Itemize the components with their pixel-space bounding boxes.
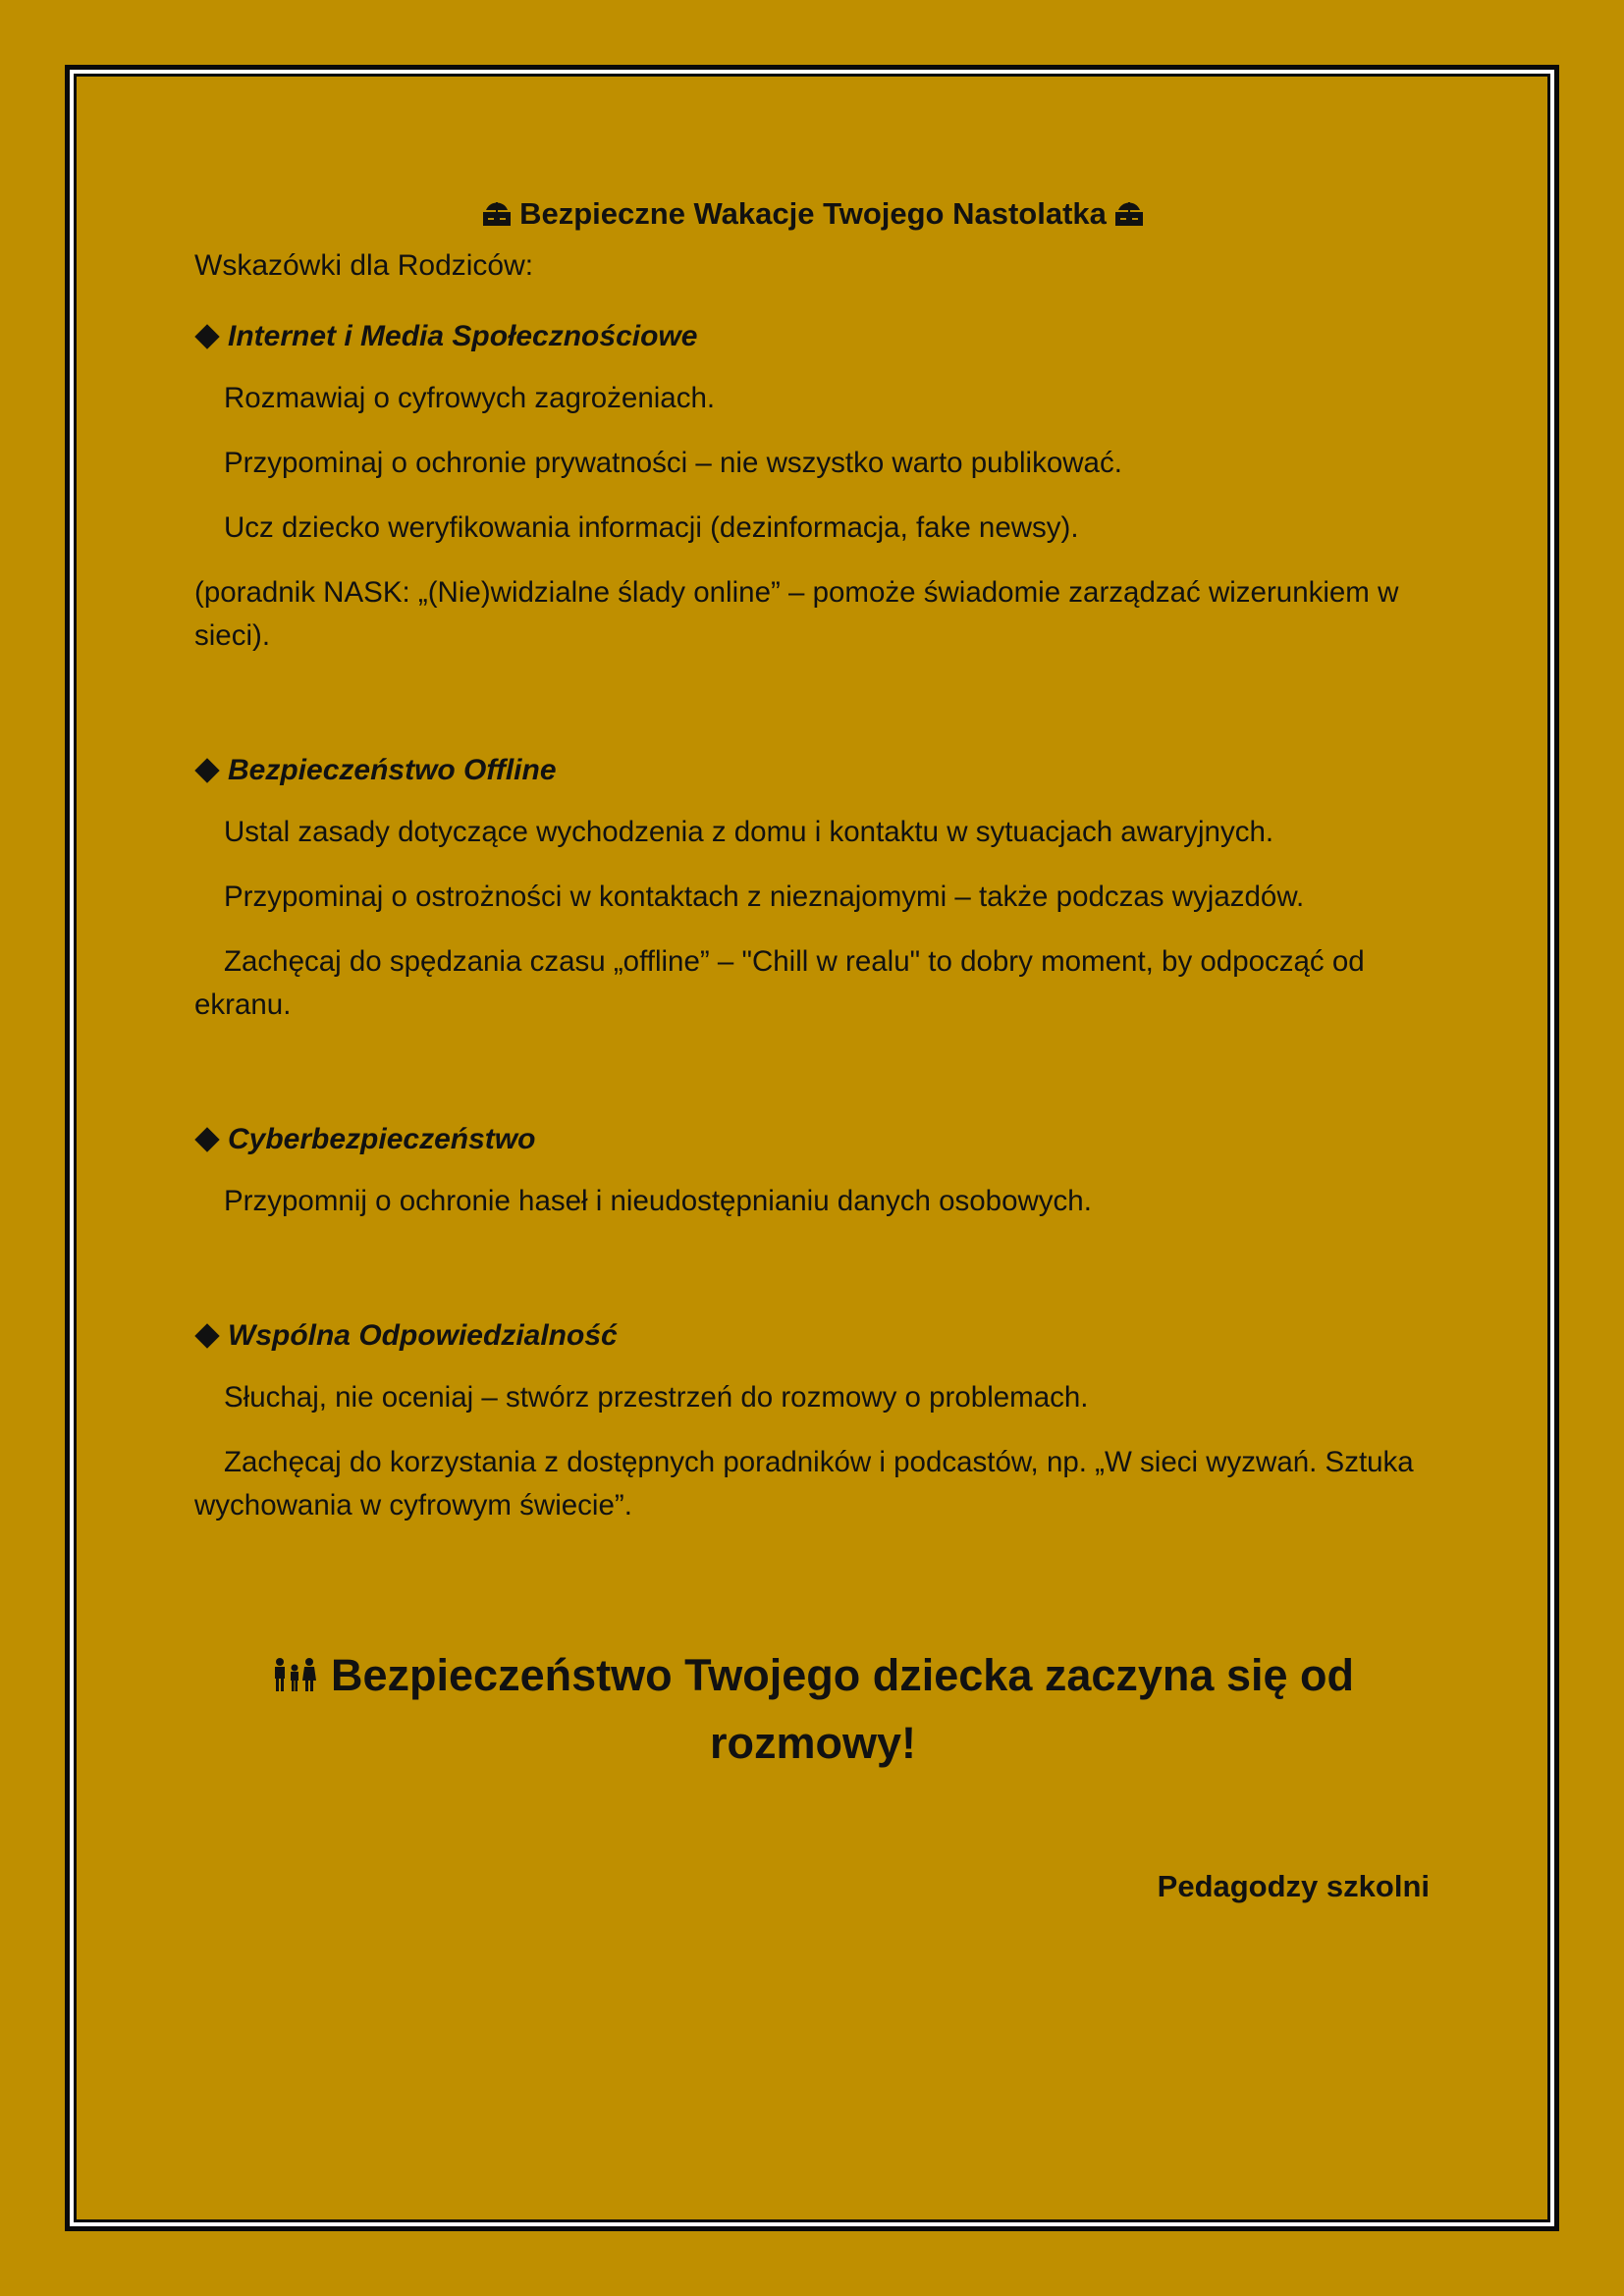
list-item: Rozmawiaj o cyfrowych zagrożeniach. (224, 382, 716, 414)
diamond-icon (194, 758, 219, 782)
section-heading (194, 1319, 1432, 1353)
section-internet (194, 320, 1432, 658)
list-item: Słuchaj, nie oceniaj – stwórz przestrzeń do rozmowy o problemach. (224, 1381, 1089, 1414)
section-heading-label: Wspólna Odpowiedzialność (228, 1319, 618, 1352)
list-item: Przypominaj o ochronie prywatności – nie wszystko warto publikować. (224, 447, 1122, 479)
beach-umbrella-icon (480, 198, 514, 228)
section-cybersecurity (194, 1123, 1432, 1223)
section-shared-responsibility (194, 1319, 1432, 1527)
section-offline (194, 754, 1432, 1027)
section-heading-label: Cyberbezpieczeństwo (228, 1123, 536, 1155)
document-title: Bezpieczne Wakacje Twojego Nastolatka (519, 196, 1107, 231)
diamond-icon (194, 1127, 219, 1151)
closing-text: Bezpieczeństwo Twojego dziecka zaczyna się od rozmowy! (331, 1650, 1354, 1768)
signature: Pedagodzy szkolni (1157, 1869, 1430, 1903)
section-heading (194, 1123, 1432, 1156)
document-body (194, 196, 1432, 1549)
section-note: (poradnik NASK: „(Nie)widzialne ślady online” – pomoże świadomie zarządzać wizerunkiem w sieci). (194, 576, 1399, 652)
diamond-icon (194, 1323, 219, 1348)
diamond-icon (194, 324, 219, 348)
section-heading (194, 320, 1432, 353)
section-heading-label: Bezpieczeństwo Offline (228, 754, 557, 786)
list-item: Zachęcaj do korzystania z dostępnych poradników i podcastów, np. „W sieci wyzwań. Sztuka wychowania w cyfrowym świecie”. (194, 1446, 1414, 1522)
beach-umbrella-icon (1112, 198, 1146, 228)
section-heading-label: Internet i Media Społecznościowe (228, 320, 698, 352)
list-item: Ustal zasady dotyczące wychodzenia z domu i kontaktu w sytuacjach awaryjnych. (224, 816, 1274, 848)
list-item: Przypominaj o ostrożności w kontaktach z nieznajomymi – także podczas wyjazdów. (224, 881, 1305, 913)
document-title-line (194, 196, 1432, 232)
intro-text: Wskazówki dla Rodziców: (194, 249, 534, 282)
list-item: Przypomnij o ochronie haseł i nieudostępnianiu danych osobowych. (224, 1185, 1092, 1217)
list-item: Zachęcaj do spędzania czasu „offline” – "Chill w realu" to dobry moment, by odpocząć od ekranu. (194, 945, 1365, 1021)
list-item: Ucz dziecko weryfikowania informacji (dezinformacja, fake newsy). (224, 511, 1079, 544)
section-heading (194, 754, 1432, 787)
closing-statement (194, 1641, 1432, 1777)
family-icon (272, 1657, 317, 1692)
